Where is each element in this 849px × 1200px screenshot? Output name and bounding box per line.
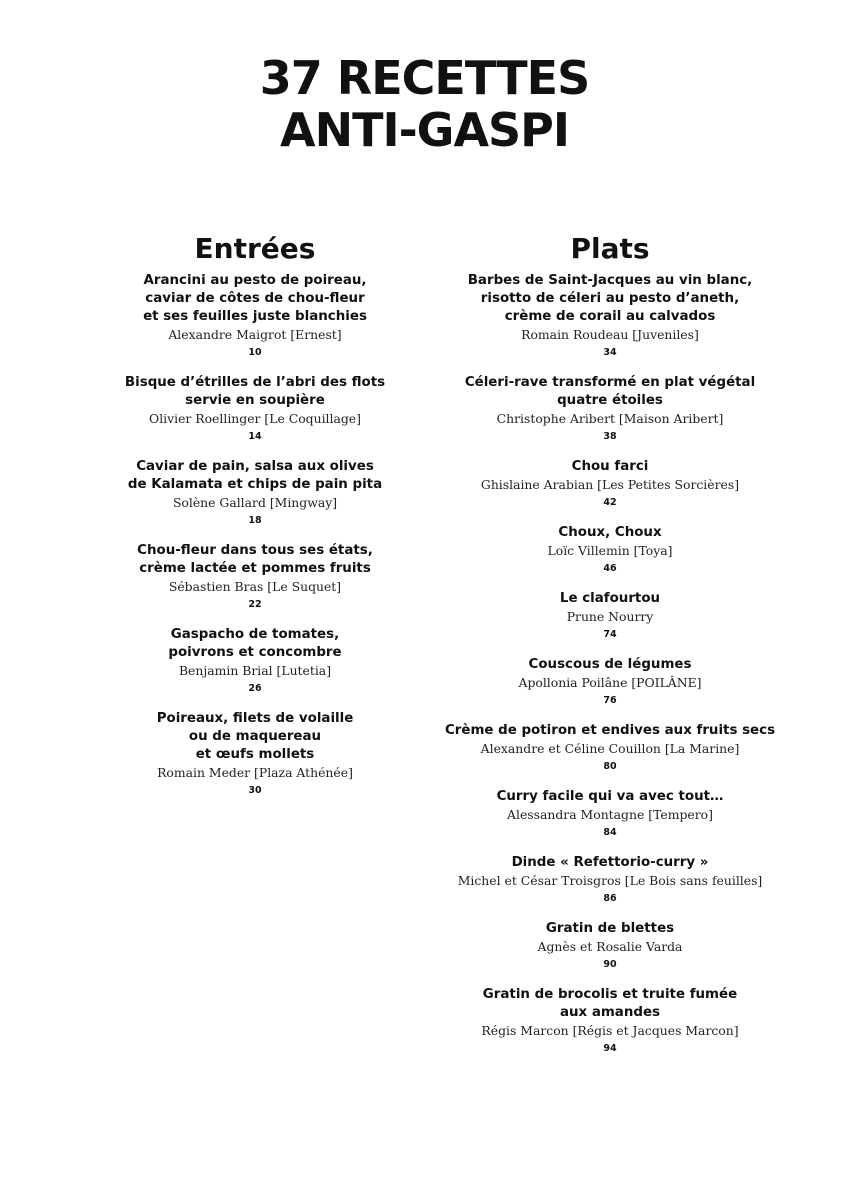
recipe-title: Dinde « Refettorio-curry » <box>511 855 709 870</box>
recipe-entry <box>440 986 780 1055</box>
recipe-author: Ghislaine Arabian [Les Petites Sorcières] <box>480 477 740 492</box>
recipe-author: Loïc Villemin [Toya] <box>547 543 673 558</box>
recipe-page-number: 10 <box>248 347 262 358</box>
recipe-entry <box>440 854 780 905</box>
recipe-author: Alexandre Maigrot [Ernest] <box>168 327 342 342</box>
recipe-page-number: 18 <box>248 515 262 526</box>
recipe-entry <box>440 374 780 443</box>
recipe-title: Poireaux, filets de volaille ou de maquereau et œufs mollets <box>156 711 354 762</box>
recipe-title: Gratin de brocolis et truite fumée aux amandes <box>482 987 738 1020</box>
recipe-title: Chou farci <box>571 459 649 474</box>
recipe-author: Alexandre et Céline Couillon [La Marine] <box>480 741 740 756</box>
recipe-entry <box>440 590 780 641</box>
recipe-entry <box>95 626 415 695</box>
recipe-page-number: 74 <box>603 629 617 640</box>
recipe-entry <box>95 710 415 797</box>
recipe-entry <box>440 722 780 773</box>
recipe-title: Caviar de pain, salsa aux olives de Kalamata et chips de pain pita <box>127 459 383 492</box>
recipe-title: Choux, Choux <box>558 525 662 540</box>
recipe-author: Benjamin Brial [Lutetia] <box>178 663 332 678</box>
recipe-entry <box>440 524 780 575</box>
recipe-page-number: 90 <box>603 959 617 970</box>
recipe-page-number: 94 <box>603 1043 617 1054</box>
recipe-title: Gratin de blettes <box>545 921 675 936</box>
entrees-column <box>95 232 415 812</box>
recipe-entry <box>440 272 780 359</box>
recipe-page-number: 14 <box>248 431 262 442</box>
recipe-page-number: 46 <box>603 563 617 574</box>
recipe-page-number: 26 <box>248 683 262 694</box>
recipe-title: Curry facile qui va avec tout… <box>496 789 724 804</box>
recipe-entry <box>95 542 415 611</box>
recipe-title: Bisque d’étrilles de l’abri des flots servie en soupière <box>124 375 386 408</box>
recipe-author: Apollonia Poilâne [POILÂNE] <box>518 675 702 690</box>
recipe-author: Romain Roudeau [Juveniles] <box>521 327 699 342</box>
recipe-page-number: 86 <box>603 893 617 904</box>
recipe-title: Gaspacho de tomates, poivrons et concombre <box>168 627 342 660</box>
recipe-author: Agnès et Rosalie Varda <box>537 939 683 954</box>
recipe-entry <box>440 788 780 839</box>
recipe-page-number: 30 <box>248 785 262 796</box>
recipe-author: Régis Marcon [Régis et Jacques Marcon] <box>481 1023 739 1038</box>
recipe-entry <box>95 458 415 527</box>
recipe-title: Céleri-rave transformé en plat végétal quatre étoiles <box>464 375 756 408</box>
recipe-title: Crème de potiron et endives aux fruits secs <box>444 723 776 738</box>
recipe-page-number: 42 <box>603 497 617 508</box>
recipe-title: Couscous de légumes <box>528 657 692 672</box>
recipe-entry <box>440 458 780 509</box>
recipe-entry <box>440 920 780 971</box>
recipe-page-number: 76 <box>603 695 617 706</box>
recipe-author: Michel et César Troisgros [Le Bois sans feuilles] <box>457 873 763 888</box>
recipe-page-number: 22 <box>248 599 262 610</box>
recipe-entry <box>95 272 415 359</box>
recipe-page-number: 84 <box>603 827 617 838</box>
recipe-entry <box>440 656 780 707</box>
recipe-author: Christophe Aribert [Maison Aribert] <box>496 411 724 426</box>
recipe-author: Solène Gallard [Mingway] <box>172 495 338 510</box>
recipe-title: Chou-fleur dans tous ses états, crème lactée et pommes fruits <box>137 543 373 576</box>
recipe-page-number: 38 <box>603 431 617 442</box>
page-title: 37 RECETTES ANTI-GASPI <box>259 51 590 157</box>
recipe-page-number: 80 <box>603 761 617 772</box>
recipe-author: Olivier Roellinger [Le Coquillage] <box>149 411 361 426</box>
recipe-title: Arancini au pesto de poireau, caviar de côtes de chou-fleur et ses feuilles juste blanchies <box>143 273 367 324</box>
plats-heading: Plats <box>570 232 650 265</box>
recipe-title: Barbes de Saint-Jacques au vin blanc, risotto de céleri au pesto d’aneth, crème de corail au calvados <box>467 273 753 324</box>
recipe-title: Le clafourtou <box>559 591 661 606</box>
recipe-author: Prune Nourry <box>566 609 654 624</box>
entrees-heading: Entrées <box>194 232 316 265</box>
plats-column <box>440 232 780 1070</box>
recipe-entry <box>95 374 415 443</box>
recipe-author: Alessandra Montagne [Tempero] <box>507 807 713 822</box>
recipe-page-number: 34 <box>603 347 617 358</box>
recipe-author: Romain Meder [Plaza Athénée] <box>157 765 353 780</box>
recipe-author: Sébastien Bras [Le Suquet] <box>168 579 342 594</box>
